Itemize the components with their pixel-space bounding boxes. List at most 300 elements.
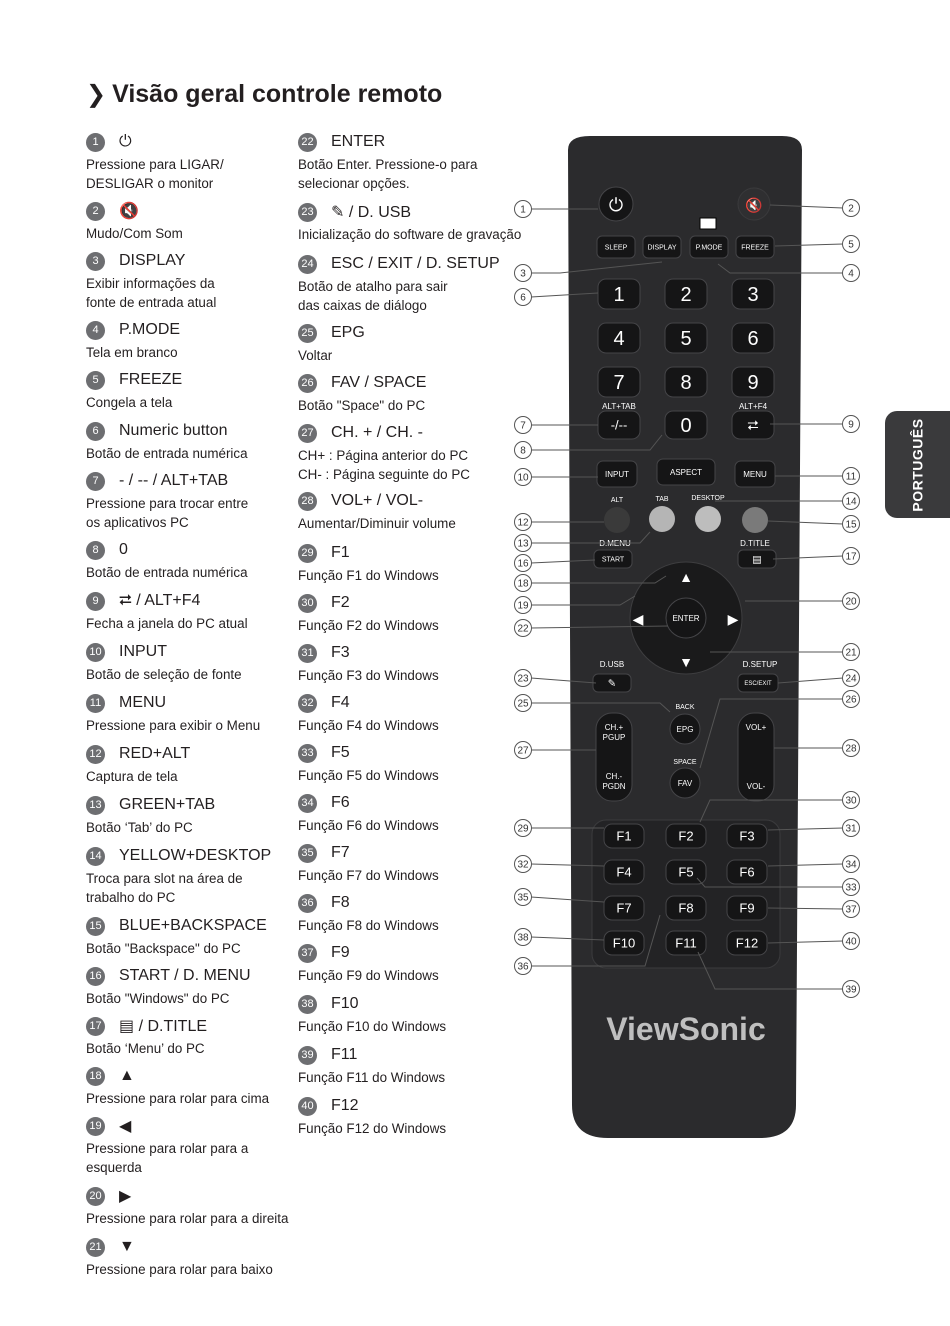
callout-number: 27 — [517, 745, 529, 757]
item-number-badge: 5 — [86, 371, 105, 390]
legend-item-head — [298, 843, 538, 863]
legend-item-head — [86, 642, 301, 662]
language-tab-label: PORTUGUÊS — [909, 417, 926, 512]
legend-item-head — [86, 591, 301, 611]
legend-item-head — [298, 793, 538, 813]
item-label: VOL+ / VOL- — [331, 492, 424, 509]
item-number-badge: 17 — [86, 1017, 105, 1036]
legend-item — [86, 201, 301, 244]
item-description: Função F10 do Windows — [298, 1019, 447, 1034]
item-description: Pressione para LIGAR/ DESLIGAR o monitor — [86, 157, 224, 191]
page-title-text: Visão geral controle remoto — [112, 80, 443, 108]
item-number-badge: 35 — [298, 844, 317, 863]
item-number-badge: 6 — [86, 422, 105, 441]
callout-number: 8 — [520, 445, 526, 457]
legend-item — [298, 843, 538, 886]
space-label: SPACE — [673, 759, 697, 766]
item-label: F6 — [331, 794, 350, 811]
legend-item — [86, 421, 301, 464]
fkey-button-label: F11 — [675, 935, 697, 951]
legend-item-head — [86, 251, 301, 271]
fkey-button-label: F4 — [616, 864, 632, 880]
item-label: EPG — [331, 324, 365, 341]
item-description: Função F6 do Windows — [298, 818, 439, 833]
item-number-badge: 21 — [86, 1238, 105, 1257]
item-description: Voltar — [298, 348, 333, 363]
legend-item — [298, 543, 538, 586]
item-label: F4 — [331, 694, 350, 711]
vol-plus-label: VOL+ — [745, 723, 767, 732]
alt-tab-label: ALT+TAB — [602, 402, 636, 411]
item-number-badge: 16 — [86, 967, 105, 986]
legend-item — [298, 420, 538, 484]
d-title-label: D.TITLE — [740, 539, 770, 548]
item-label: YELLOW+DESKTOP — [119, 847, 272, 864]
item-label: F1 — [331, 544, 350, 561]
item-number-badge: 4 — [86, 321, 105, 340]
fav-label: FAV — [677, 779, 693, 788]
callout-number: 7 — [520, 420, 526, 432]
legend-item — [298, 1045, 538, 1088]
legend-item — [298, 323, 538, 366]
desktop-label: DESKTOP — [691, 495, 725, 502]
item-number-badge: 15 — [86, 917, 105, 936]
digit-button-label: 0 — [680, 415, 692, 437]
item-description: Troca para slot na área de trabalho do PC — [86, 871, 243, 905]
legend-item-head — [86, 421, 301, 441]
item-number-badge: 1 — [86, 133, 105, 152]
callout-number: 9 — [848, 419, 854, 431]
item-label: BLUE+BACKSPACE — [119, 917, 267, 934]
callout-number: 36 — [517, 961, 529, 973]
up-arrow-icon: ▲ — [679, 569, 693, 585]
legend-item — [86, 251, 301, 312]
alt-f4-label: ALT+F4 — [738, 402, 768, 411]
yellow-button — [695, 506, 721, 532]
digit-button-label: 7 — [613, 372, 625, 394]
item-number-badge: 23 — [298, 203, 317, 222]
legend-item-head — [86, 1066, 301, 1086]
callout-number: 16 — [517, 558, 529, 570]
item-number-badge: 40 — [298, 1097, 317, 1116]
fkey-button-label: F8 — [678, 900, 694, 916]
tab-label: TAB — [655, 496, 669, 503]
legend-item-head — [298, 202, 538, 222]
callout-number: 15 — [845, 519, 857, 531]
start-button-label: START — [601, 556, 625, 564]
item-number-badge: 14 — [86, 847, 105, 866]
input-button-label: INPUT — [605, 469, 629, 479]
item-description: Botão "Windows" do PC — [86, 991, 230, 1006]
callout-number: 33 — [845, 882, 857, 894]
item-number-badge: 18 — [86, 1067, 105, 1086]
item-label: F11 — [331, 1046, 358, 1063]
esc-exit-button-label: ESC/EXIT — [744, 681, 772, 688]
menu-button-label: MENU — [743, 469, 767, 479]
epg-label: EPG — [676, 725, 694, 734]
legend-item — [86, 320, 301, 363]
chevron-right-icon: ❯ — [86, 81, 107, 108]
item-description: Congela a tela — [86, 395, 173, 410]
item-description: Botão ‘Tab’ do PC — [86, 820, 193, 835]
top-button-label: FREEZE — [741, 244, 769, 252]
callout-number: 39 — [845, 984, 857, 996]
legend-item-head — [298, 693, 538, 713]
legend-item — [86, 540, 301, 583]
item-number-badge: 37 — [298, 944, 317, 963]
item-label: ▤ / D.TITLE — [119, 1018, 208, 1035]
legend-item — [298, 994, 538, 1037]
pgdn-label: PGDN — [602, 782, 626, 791]
item-number-badge: 28 — [298, 492, 317, 511]
digit-button-label: 1 — [613, 284, 625, 306]
legend-item-head — [298, 1096, 538, 1116]
callout-number: 5 — [848, 239, 854, 251]
item-description: Botão de entrada numérica — [86, 446, 248, 461]
callout-number: 14 — [845, 496, 857, 508]
item-number-badge: 25 — [298, 324, 317, 343]
legend-item-head — [86, 693, 301, 713]
top-button-label: DISPLAY — [647, 244, 677, 252]
item-label: F7 — [331, 844, 350, 861]
enter-label: ENTER — [672, 614, 700, 623]
item-label: - / -- / ALT+TAB — [119, 472, 229, 489]
legend-item — [86, 1116, 301, 1177]
item-number-badge: 38 — [298, 995, 317, 1014]
legend-item-head — [298, 323, 538, 343]
item-label: MENU — [119, 694, 167, 711]
top-button-label: P.MODE — [695, 244, 723, 252]
callout-number: 31 — [845, 823, 857, 835]
legend-item-head — [86, 132, 301, 152]
d-usb-label: D.USB — [599, 660, 625, 669]
legend-item-head — [298, 543, 538, 563]
item-number-badge: 19 — [86, 1117, 105, 1136]
digit-button-label: 8 — [680, 372, 692, 394]
legend-item — [86, 591, 301, 634]
item-description: Pressione para rolar para a esquerda — [86, 1141, 249, 1175]
legend-item — [86, 1066, 301, 1109]
legend-item — [298, 793, 538, 836]
down-arrow-icon: ▼ — [679, 654, 693, 670]
legend-item-head — [298, 643, 538, 663]
dash-button-label: -/-- — [610, 417, 628, 433]
left-arrow-icon: ◀ — [632, 611, 644, 627]
item-label: ENTER — [331, 133, 386, 150]
fkey-button-label: F6 — [739, 864, 755, 880]
legend-item-head — [86, 1016, 301, 1036]
digit-button-label: 3 — [747, 284, 759, 306]
item-label: F2 — [331, 594, 350, 611]
item-label: INPUT — [119, 643, 167, 660]
item-description: Pressione para rolar para cima — [86, 1091, 270, 1106]
fkey-button-label: F5 — [678, 864, 694, 880]
legend-item — [298, 893, 538, 936]
callout-number: 24 — [845, 673, 857, 685]
back-label: BACK — [675, 704, 695, 711]
callout-number: 40 — [845, 936, 857, 948]
callout-number: 17 — [845, 551, 857, 563]
legend-item-head — [86, 370, 301, 390]
legend-item-head — [298, 254, 538, 274]
item-label: FAV / SPACE — [331, 374, 427, 391]
item-description: Função F3 do Windows — [298, 668, 439, 683]
item-label: ⏻ — [119, 133, 132, 150]
item-label: F10 — [331, 995, 359, 1012]
legend-item — [86, 966, 301, 1009]
callout-number: 34 — [845, 859, 857, 871]
top-button-label: SLEEP — [604, 244, 628, 252]
power-icon: ⏻ — [608, 195, 624, 215]
legend-item — [298, 743, 538, 786]
item-label: ▼ — [119, 1238, 135, 1255]
callout-number: 25 — [517, 698, 529, 710]
legend-item-head — [298, 491, 538, 511]
legend-item-head — [298, 593, 538, 613]
callout-number: 19 — [517, 600, 529, 612]
legend-item-head — [86, 846, 301, 866]
legend-item — [298, 643, 538, 686]
callout-number: 12 — [517, 517, 529, 529]
legend-item-head — [298, 373, 538, 393]
red-button — [604, 507, 630, 533]
legend-item-head — [298, 132, 538, 152]
callout-number: 13 — [517, 538, 529, 550]
legend-item-head — [298, 420, 538, 443]
callout-number: 30 — [845, 795, 857, 807]
item-description: Botão de atalho para sair das caixas de diálogo — [298, 279, 448, 313]
legend-item-head — [298, 994, 538, 1014]
legend-item-head — [86, 320, 301, 340]
callout-number: 28 — [845, 743, 857, 755]
item-description: Função F2 do Windows — [298, 618, 439, 633]
item-number-badge: 27 — [298, 424, 317, 443]
item-label: ESC / EXIT / D. SETUP — [331, 255, 500, 272]
legend-item — [298, 693, 538, 736]
item-number-badge: 31 — [298, 644, 317, 663]
d-menu-label: D.MENU — [599, 539, 631, 548]
item-number-badge: 3 — [86, 252, 105, 271]
callout-number: 23 — [517, 673, 529, 685]
item-description: Exibir informações da fonte de entrada atual — [86, 276, 217, 310]
item-description: Pressione para rolar para a direita — [86, 1211, 289, 1226]
item-description: Botão Enter. Pressione-o para selecionar opções. — [298, 157, 478, 191]
blue-button — [742, 507, 768, 533]
item-number-badge: 7 — [86, 472, 105, 491]
digit-button-label: 4 — [613, 328, 625, 350]
item-description: Botão ‘Menu’ do PC — [86, 1041, 205, 1056]
d-title-button-label: ▤ — [752, 554, 762, 566]
alt-label: ALT — [610, 497, 624, 504]
item-description: Inicialização do software de gravação — [298, 227, 522, 242]
legend-item — [86, 693, 301, 736]
item-description: Fecha a janela do PC atual — [86, 616, 248, 631]
callout-number: 4 — [848, 268, 854, 280]
item-number-badge: 22 — [298, 133, 317, 152]
item-number-badge: 9 — [86, 592, 105, 611]
callout-number: 35 — [517, 892, 529, 904]
item-description: Função F7 do Windows — [298, 868, 439, 883]
legend-item — [298, 132, 538, 193]
legend-item-head — [86, 471, 301, 491]
item-number-badge: 39 — [298, 1046, 317, 1065]
item-number-badge: 34 — [298, 794, 317, 813]
item-number-badge: 32 — [298, 694, 317, 713]
mute-icon: 🔇 — [745, 197, 763, 213]
fkey-button-label: F9 — [739, 900, 755, 916]
item-description: Botão "Space" do PC — [298, 398, 426, 413]
callout-number: 20 — [845, 596, 857, 608]
legend-item-head — [298, 743, 538, 763]
item-label: ▲ — [119, 1067, 135, 1084]
legend-item — [86, 744, 301, 787]
item-label: Numeric button — [119, 422, 228, 439]
item-label: RED+ALT — [119, 745, 191, 762]
item-description: Botão de seleção de fonte — [86, 667, 242, 682]
callout-number: 3 — [520, 268, 526, 280]
legend-item — [86, 1237, 301, 1280]
item-label: F8 — [331, 894, 350, 911]
legend-item — [86, 370, 301, 413]
item-description: Captura de tela — [86, 769, 178, 784]
item-label: ◀ — [119, 1118, 132, 1135]
callout-number: 32 — [517, 859, 529, 871]
ch-minus-label: CH.- — [605, 772, 623, 781]
item-number-badge: 26 — [298, 374, 317, 393]
digit-button-label: 9 — [747, 372, 759, 394]
item-number-badge: 10 — [86, 643, 105, 662]
legend-item — [298, 943, 538, 986]
item-description: Botão de entrada numérica — [86, 565, 248, 580]
item-label: F9 — [331, 944, 350, 961]
legend-item-head — [86, 540, 301, 560]
item-label: 🔇 — [119, 203, 139, 220]
item-number-badge: 24 — [298, 255, 317, 274]
d-setup-label: D.SETUP — [742, 660, 778, 669]
item-description: Função F5 do Windows — [298, 768, 439, 783]
legend-item — [298, 254, 538, 315]
legend-item — [86, 795, 301, 838]
fkey-button-label: F3 — [739, 828, 755, 844]
callout-number: 18 — [517, 578, 529, 590]
item-number-badge: 13 — [86, 796, 105, 815]
callout-number: 6 — [520, 292, 526, 304]
item-label: F12 — [331, 1097, 359, 1114]
legend-item-head — [86, 1186, 301, 1206]
legend-item — [86, 471, 301, 532]
legend-item — [86, 846, 301, 907]
item-label: F5 — [331, 744, 350, 761]
callout-number: 21 — [845, 647, 857, 659]
item-description: Função F9 do Windows — [298, 968, 439, 983]
item-label: ⮂ / ALT+F4 — [119, 592, 201, 609]
legend-item-head — [86, 966, 301, 986]
legend-item — [86, 132, 301, 193]
callout-number: 11 — [845, 471, 857, 483]
legend-item — [298, 491, 538, 534]
alt-f4-button-label: ⮂ — [747, 416, 759, 433]
legend-item — [86, 1016, 301, 1059]
item-label: CH. + / CH. - — [331, 424, 424, 441]
legend-item-head — [298, 943, 538, 963]
callout-number: 37 — [845, 904, 857, 916]
vol-minus-label: VOL- — [746, 782, 766, 791]
item-description: Função F11 do Windows — [298, 1070, 446, 1085]
item-number-badge: 11 — [86, 694, 105, 713]
legend-item-head — [298, 1045, 538, 1065]
callout-number: 38 — [517, 932, 529, 944]
item-description: CH+ : Página anterior do PC CH- : Página seguinte do PC — [298, 448, 470, 482]
green-button — [649, 506, 675, 532]
legend-item — [298, 593, 538, 636]
brand-logo: ViewSonic — [606, 1011, 766, 1047]
right-arrow-icon: ▶ — [727, 611, 739, 627]
legend-item-head — [86, 916, 301, 936]
fkey-button-label: F1 — [616, 828, 632, 844]
item-description: Tela em branco — [86, 345, 178, 360]
callout-number: 10 — [517, 472, 529, 484]
item-description: Pressione para rolar para baixo — [86, 1262, 273, 1277]
item-description: Aumentar/Diminuir volume — [298, 516, 456, 531]
legend-item — [86, 642, 301, 685]
item-label: 0 — [119, 541, 128, 558]
legend-item-head — [86, 1116, 301, 1136]
digit-button-label: 2 — [680, 284, 692, 306]
item-label: FREEZE — [119, 371, 183, 388]
legend-item-head — [86, 201, 301, 221]
item-number-badge: 36 — [298, 894, 317, 913]
item-label: P.MODE — [119, 321, 181, 338]
item-description: Botão "Backspace" do PC — [86, 941, 241, 956]
item-description: Função F1 do Windows — [298, 568, 439, 583]
digit-button-label: 5 — [680, 328, 692, 350]
legend-item-head — [86, 795, 301, 815]
callout-number: 29 — [517, 823, 529, 835]
legend-item — [298, 202, 538, 245]
item-description: Mudo/Com Som — [86, 226, 183, 241]
item-number-badge: 8 — [86, 541, 105, 560]
item-label: GREEN+TAB — [119, 796, 216, 813]
fkey-button-label: F2 — [678, 828, 694, 844]
fkey-button-label: F10 — [612, 935, 636, 951]
item-description: Função F4 do Windows — [298, 718, 439, 733]
item-number-badge: 29 — [298, 544, 317, 563]
legend-item-head — [298, 893, 538, 913]
indicator-icon — [700, 218, 716, 229]
legend-item — [298, 1096, 538, 1139]
ch-plus-label: CH.+ — [604, 723, 624, 732]
callout-number: 26 — [845, 694, 857, 706]
callout-number: 22 — [517, 623, 529, 635]
item-label: START / D. MENU — [119, 967, 251, 984]
item-description: Função F12 do Windows — [298, 1121, 447, 1136]
pgup-label: PGUP — [602, 733, 626, 742]
legend-item — [298, 373, 538, 416]
item-label: ▶ — [119, 1188, 132, 1205]
fkey-button-label: F7 — [616, 900, 632, 916]
item-number-badge: 2 — [86, 202, 105, 221]
item-number-badge: 33 — [298, 744, 317, 763]
fkey-button-label: F12 — [735, 935, 759, 951]
legend-item — [86, 1186, 301, 1229]
legend-item-head — [86, 744, 301, 764]
item-label: ✎ / D. USB — [331, 204, 412, 221]
item-number-badge: 12 — [86, 745, 105, 764]
legend-item-head — [86, 1237, 301, 1257]
d-usb-button-label: ✎ — [607, 678, 617, 690]
item-label: F3 — [331, 644, 350, 661]
item-number-badge: 20 — [86, 1187, 105, 1206]
